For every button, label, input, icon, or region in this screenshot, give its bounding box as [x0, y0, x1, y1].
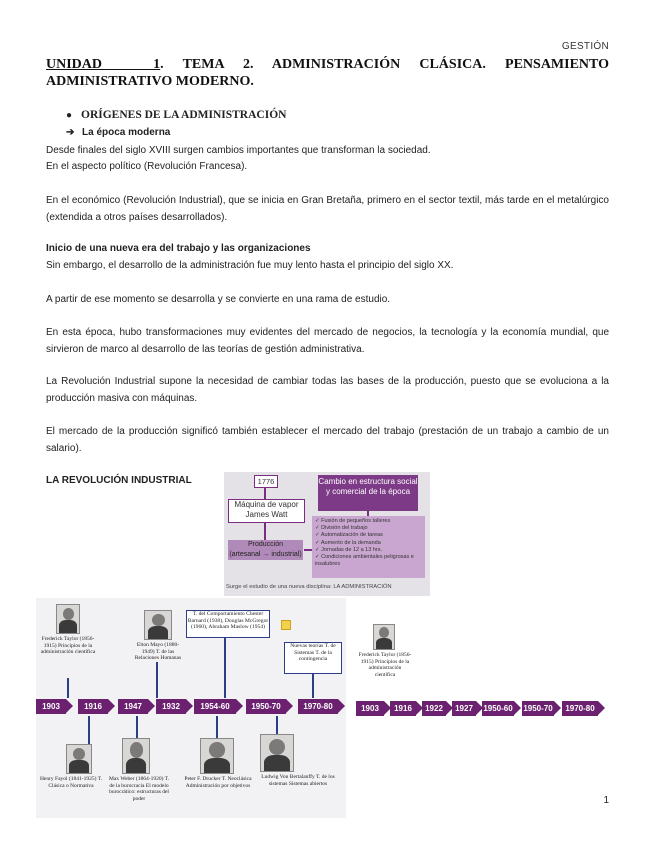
year-marker: 1903	[356, 701, 384, 716]
timeline-connector	[67, 678, 69, 698]
weber-label: Max Weber (1864-1920) T. de la burocracia El modelo burocrático: estructuras del poder	[108, 776, 170, 802]
drucker-photo	[200, 738, 234, 774]
list-item: ✓ Condiciones ambientales peligrosas e insalubres	[315, 554, 414, 568]
paragraph: Desde finales del siglo XVIII surgen cambios importantes que transforman la sociedad.	[46, 145, 431, 156]
page-title	[46, 56, 609, 90]
paragraph: A partir de ese momento se desarrolla y se convierte en una rama de estudio.	[46, 294, 391, 305]
paragraph: En esta época, hubo transformaciones muy evidentes del mercado de negocios, la tecnología y la economía mundial, que sirvieron de marco al desarrollo de las teorías de gestión administrativa.	[46, 327, 609, 355]
fayol-label: Henry Fayol (1841-1925) T. Clásica o Normativa	[39, 776, 103, 789]
year-marker: 1927	[452, 701, 476, 716]
fayol-photo	[66, 744, 92, 774]
paragraph: En el económico (Revolución Industrial), que se inicia en Gran Bretaña, primero en el sector textil, más tarde en el metalúrgico (extendida a otros países desarrollados).	[46, 195, 609, 223]
list-item: ✓ Aumento de la demanda	[315, 539, 381, 546]
year-marker: 1932	[156, 699, 186, 714]
paragraph: En el aspecto político (Revolución Francesa).	[46, 161, 248, 172]
production-label: Producción	[247, 541, 284, 548]
page-number: 1	[603, 795, 609, 806]
diagram-year: 1776	[254, 475, 278, 488]
list-item: ✓ División del trabajo	[315, 525, 368, 532]
year-marker: 1903	[36, 699, 66, 714]
taylor-label: Frederick Taylor (1856-1915) Principios de la administración científica	[358, 652, 412, 678]
mayo-photo	[144, 610, 172, 640]
diagram-footer: Surge el estudio de una nueva disciplina: LA ADMINISTRACIÓN	[226, 584, 392, 590]
diagram-social-change: Cambio en estructura social y comercial de la época	[318, 475, 418, 511]
arrow-right-icon: ➔	[66, 127, 75, 138]
timeline-connector	[216, 716, 218, 738]
mayo-label: Elton Mayo (1880-1949) T. de las Relaciones Humanas	[134, 642, 182, 661]
year-marker: 1954-60	[194, 699, 236, 714]
year-marker: 1950-70	[246, 699, 286, 714]
section-title: LA REVOLUCIÓN INDUSTRIAL	[46, 475, 192, 486]
sub-bullet	[66, 127, 170, 138]
list-item: ✓ Fusión de pequeños talleres	[315, 518, 391, 524]
year-marker: 1916	[390, 701, 416, 716]
title-rest: . TEMA 2. ADMINISTRACIÓN CLÁSICA. PENSAMIENTO ADMINISTRATIVO MODERNO.	[46, 57, 610, 89]
year-marker: 1950-60	[482, 701, 514, 716]
note-icon	[281, 620, 291, 630]
year-marker: 1970-80	[562, 701, 598, 716]
year-marker: 1950-70	[522, 701, 554, 716]
timeline-connector	[224, 638, 226, 698]
list-item: ✓ Automatización de tareas	[315, 532, 383, 539]
timeline-panel-right	[346, 598, 612, 818]
bullet-text: ORÍGENES DE LA ADMINISTRACIÓN	[81, 109, 287, 121]
paragraph: El mercado de la producción significó también establecer el mercado del trabajo (prestación de un trabajo a cambio de un salario).	[46, 426, 609, 454]
behavior-theory-box: T. del Comportamiento Chester Barnard (1938), Douglas McGregor (1960), Abraham Maslow (1954)	[186, 610, 270, 638]
list-item: ✓ Jornadas de 12 a 13 hrs.	[315, 546, 382, 553]
bullet-dot-icon: ●	[66, 110, 73, 121]
timeline-connector	[136, 716, 138, 738]
weber-photo	[122, 738, 150, 774]
timeline-connector	[156, 662, 158, 698]
taylor-photo	[373, 624, 395, 650]
bertalanffy-photo	[260, 734, 294, 772]
sub-bullet-text: La época moderna	[82, 127, 171, 138]
diagram-connector	[264, 523, 266, 540]
diagram-production	[228, 540, 303, 560]
diagram-steam-engine: Máquina de vapor James Watt	[228, 499, 305, 523]
year-marker: 1947	[118, 699, 148, 714]
timeline-panel	[36, 598, 346, 818]
paragraph: Sin embargo, el desarrollo de la administración fue muy lento hasta el principio del siglo XX.	[46, 260, 454, 271]
year-marker: 1922	[422, 701, 446, 716]
paragraph-heading: Inicio de una nueva era del trabajo y las organizaciones	[46, 243, 311, 254]
year-marker: 1970-80	[298, 699, 338, 714]
bullet-heading	[66, 109, 286, 121]
page-header: GESTIÓN	[561, 41, 609, 52]
diagram-connector	[264, 488, 266, 499]
diagram-connector	[304, 549, 312, 551]
timeline-connector	[312, 674, 314, 698]
taylor-label: Frederick Taylor (1856-1915) Principios de la administración científica	[40, 636, 96, 655]
title-unit: UNIDAD 1	[46, 57, 161, 72]
new-theories-box: Nuevas teorías T. de Sistemas T. de la contingencia	[284, 642, 342, 674]
taylor-photo	[56, 604, 80, 634]
drucker-label: Peter F. Drucker T. Neoclásica Administración por objetivos	[184, 776, 252, 789]
bertalanffy-label: Ludwig Von Bertalanffy T. de los sistemas Sistemas abiertos	[261, 774, 335, 787]
timeline-connector	[88, 716, 90, 744]
year-marker: 1916	[78, 699, 108, 714]
industrial-revolution-diagram	[224, 472, 430, 596]
production-sub-label: (artesanal → industrial)	[229, 551, 302, 558]
diagram-change-list	[312, 516, 425, 578]
paragraph: La Revolución Industrial supone la necesidad de cambiar todas las bases de la producción, puesto que se evoluciona a la producción masiva con máquinas.	[46, 376, 609, 404]
